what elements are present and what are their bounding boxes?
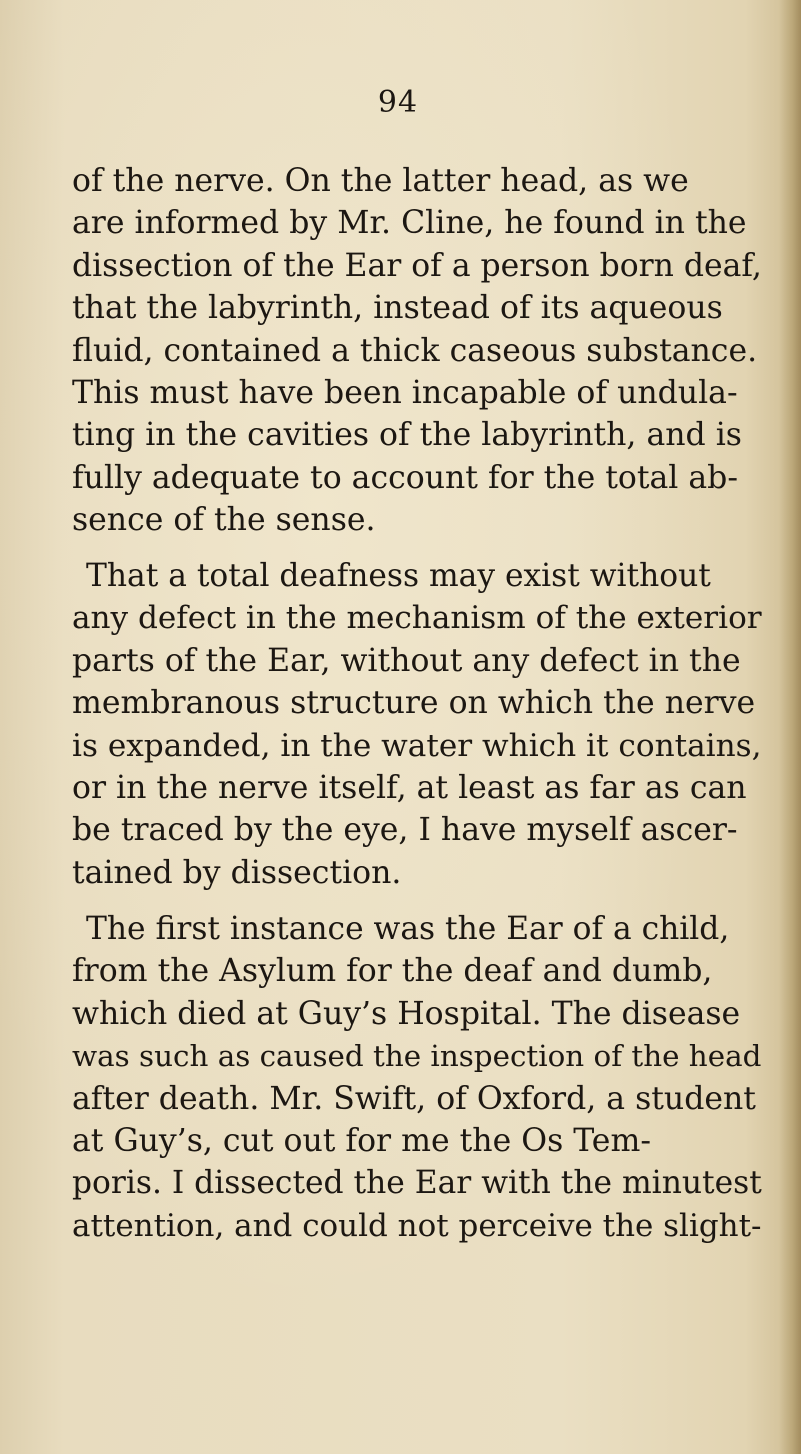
text-line: parts of the Ear, without any defect in the bbox=[72, 642, 741, 679]
text-line: tained by dissection. bbox=[72, 854, 402, 891]
text-line: fluid, contained a thick caseous substance. bbox=[72, 332, 758, 369]
text-line: any defect in the mechanism of the exterior bbox=[72, 600, 762, 637]
text-line: of the nerve. On the latter head, as we bbox=[72, 163, 689, 199]
text-line: dissection of the Ear of a person born deaf, bbox=[72, 247, 762, 284]
text-line: attention, and could not perceive the slight- bbox=[72, 1207, 762, 1244]
text-line: that the labyrinth, instead of its aqueous bbox=[72, 290, 723, 327]
text-line: The first instance was the Ear of a child, bbox=[86, 911, 730, 947]
paragraph-3 bbox=[72, 908, 762, 1247]
text-line: membranous structure on which the nerve bbox=[72, 685, 756, 722]
page-number: 94 bbox=[377, 85, 419, 120]
text-line: ting in the cavities of the labyrinth, and is bbox=[72, 417, 742, 454]
text-line: from the Asylum for the deaf and dumb, bbox=[72, 953, 713, 990]
paragraph-1 bbox=[72, 160, 762, 542]
text-line: be traced by the eye, I have myself ascer- bbox=[72, 812, 738, 849]
text-line: is expanded, in the water which it contains, bbox=[72, 727, 762, 764]
page-edge-shadow bbox=[779, 0, 801, 1454]
text-line: poris. I dissected the Ear with the minutest bbox=[72, 1165, 762, 1202]
text-line: fully adequate to account for the total ab- bbox=[72, 459, 738, 496]
text-line: or in the nerve itself, at least as far as can bbox=[72, 770, 747, 807]
text-line: was such as caused the inspection of the head bbox=[72, 1039, 762, 1074]
text-line: sence of the sense. bbox=[72, 502, 376, 539]
text-line: This must have been incapable of undula- bbox=[72, 375, 738, 412]
text-line: after death. Mr. Swift, of Oxford, a student bbox=[72, 1080, 756, 1117]
text-line: That a total deafness may exist without bbox=[86, 558, 711, 594]
paragraph-2 bbox=[72, 555, 762, 894]
text-line: at Guy’s, cut out for me the Os Tem- bbox=[72, 1123, 651, 1160]
text-line: which died at Guy’s Hospital. The disease bbox=[72, 995, 741, 1032]
text-line: are informed by Mr. Cline, he found in the bbox=[72, 205, 747, 242]
